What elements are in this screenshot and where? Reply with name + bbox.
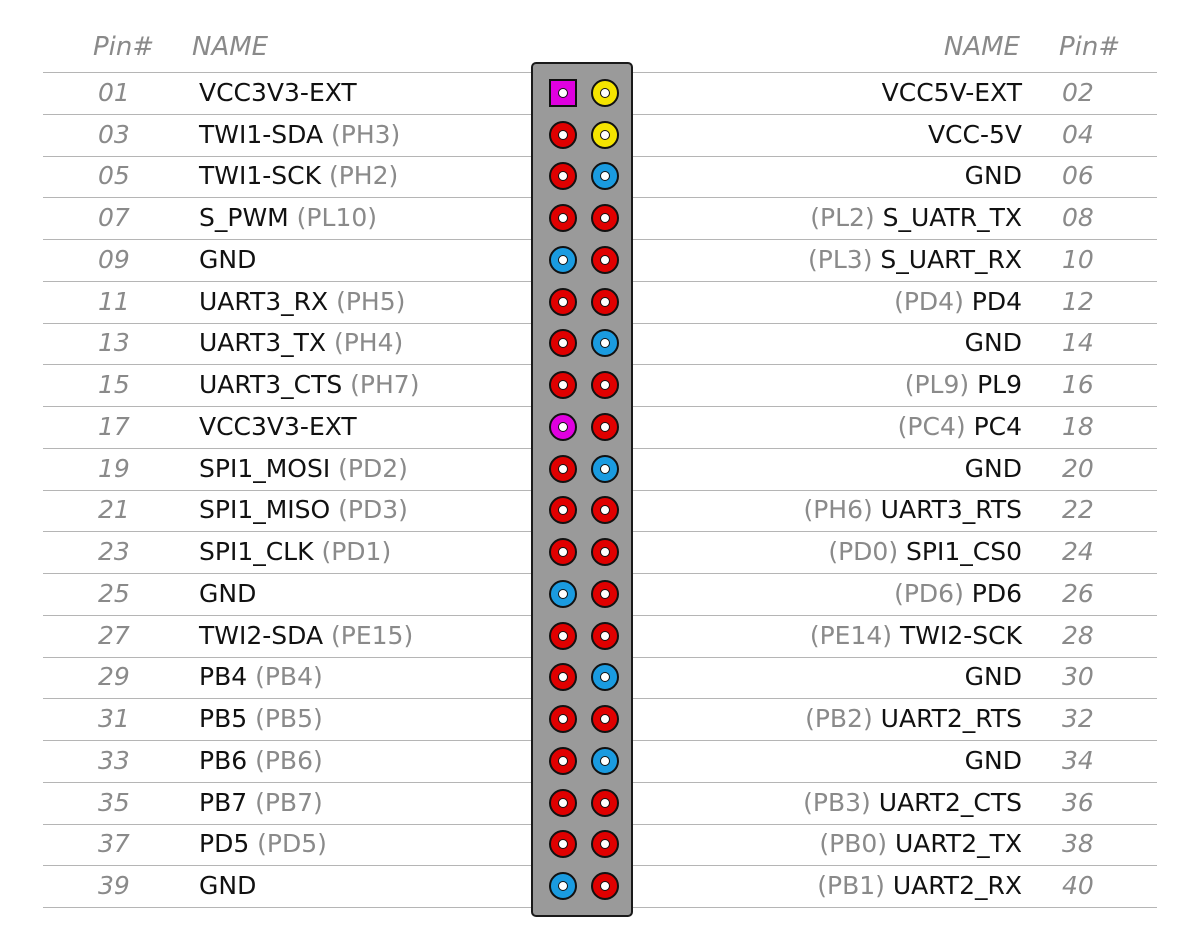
pin-label: PB5	[199, 704, 248, 734]
pin-number-left: 25	[98, 578, 130, 608]
pin-name-left	[199, 621, 413, 651]
pin-name-left	[199, 746, 323, 776]
pin-alt-function: (PL2)	[810, 203, 883, 233]
pin-alt-function: (PD6)	[894, 578, 972, 608]
pin-alt-function: (PL10)	[288, 203, 378, 233]
row-divider-left	[43, 907, 533, 908]
pin-alt-function: (PD3)	[330, 495, 408, 525]
pin-label: UART3_CTS	[199, 370, 343, 400]
row-divider-right	[632, 239, 1157, 240]
pin-label: TWI2-SCK	[899, 620, 1022, 650]
row-divider-right	[632, 615, 1157, 616]
pin-number-right: 08	[1062, 203, 1094, 233]
row-divider-left	[43, 448, 533, 449]
header-right-name: NAME	[943, 32, 1020, 62]
pin-alt-function: (PE15)	[323, 620, 414, 650]
pin-pad-left	[549, 580, 577, 608]
row-divider-right	[632, 197, 1157, 198]
pin-pad-left	[549, 204, 577, 232]
pin-number-right: 10	[1062, 244, 1094, 274]
pin-number-right: 24	[1062, 537, 1094, 567]
row-divider-right	[632, 448, 1157, 449]
row-divider-left	[43, 281, 533, 282]
pin-label: TWI1-SDA	[199, 119, 324, 149]
row-divider-right	[632, 72, 1157, 73]
pin-label: VCC3V3-EXT	[199, 411, 357, 441]
pin-label: UART2_RTS	[880, 704, 1022, 734]
header-right-pin: Pin#	[1059, 32, 1121, 62]
row-divider-left	[43, 740, 533, 741]
pin-name-right	[894, 287, 1022, 317]
pin-alt-function: (PH4)	[326, 328, 404, 358]
pin-label: UART3_RTS	[880, 495, 1022, 525]
pin-name-left	[199, 495, 408, 525]
pin-label: S_UATR_TX	[882, 203, 1022, 233]
pin-number-right: 32	[1062, 704, 1094, 734]
pin-number-right: 34	[1062, 745, 1094, 775]
pin-label: UART3_TX	[199, 328, 327, 358]
row-divider-right	[632, 281, 1157, 282]
pin-number-right: 16	[1062, 370, 1094, 400]
row-divider-left	[43, 114, 533, 115]
pin-label: UART3_RX	[199, 286, 329, 316]
pin-number-right: 30	[1062, 662, 1094, 692]
pin-number-left: 05	[98, 161, 130, 191]
pin-number-right: 36	[1062, 787, 1094, 817]
row-divider-left	[43, 573, 533, 574]
pin-name-right	[803, 788, 1022, 818]
pin-pad-right	[591, 705, 619, 733]
pin-number-right: 26	[1062, 578, 1094, 608]
pin-name-left	[199, 120, 400, 150]
pin-alt-function: (PB7)	[247, 787, 323, 817]
pin-alt-function: (PH2)	[321, 161, 399, 191]
row-divider-right	[632, 698, 1157, 699]
pin-label: UART2_RX	[892, 871, 1022, 901]
row-divider-right	[632, 573, 1157, 574]
pin-name-right	[928, 120, 1022, 150]
pin-name-left	[199, 704, 323, 734]
row-divider-left	[43, 531, 533, 532]
pin-1-square-pad	[549, 79, 577, 107]
pin-label: TWI2-SDA	[199, 620, 324, 650]
pin-pad-right	[591, 246, 619, 274]
pin-alt-function: (PB6)	[247, 745, 323, 775]
pin-number-left: 19	[98, 453, 130, 483]
pin-label: VCC3V3-EXT	[199, 77, 357, 107]
pin-pad-right	[591, 413, 619, 441]
row-divider-right	[632, 490, 1157, 491]
pin-label: PD6	[971, 578, 1022, 608]
pin-name-right	[805, 704, 1022, 734]
pin-name-left	[199, 871, 256, 901]
pin-label: SPI1_MOSI	[199, 453, 331, 483]
pin-pad-right	[591, 79, 619, 107]
pin-pad-right	[591, 580, 619, 608]
pin-alt-function: (PL9)	[904, 370, 978, 400]
pin-number-left: 27	[98, 620, 130, 650]
row-divider-left	[43, 364, 533, 365]
pin-label: PB6	[199, 745, 248, 775]
pin-label: SPI1_MISO	[199, 495, 331, 525]
pin-alt-function: (PB2)	[805, 704, 881, 734]
pin-pad-right	[591, 872, 619, 900]
pin-number-left: 35	[98, 787, 130, 817]
pin-name-left	[199, 287, 405, 317]
pin-label: GND	[964, 453, 1022, 483]
pin-alt-function: (PB5)	[247, 704, 323, 734]
pin-pad-left	[549, 872, 577, 900]
row-divider-right	[632, 657, 1157, 658]
pin-number-left: 07	[98, 203, 130, 233]
pin-pad-left	[549, 747, 577, 775]
pin-pad-right	[591, 455, 619, 483]
pin-number-right: 06	[1062, 161, 1094, 191]
row-divider-left	[43, 197, 533, 198]
pin-number-right: 20	[1062, 453, 1094, 483]
pin-name-left	[199, 203, 377, 233]
row-divider-left	[43, 156, 533, 157]
pin-label: GND	[964, 161, 1022, 191]
pin-name-right	[965, 328, 1022, 358]
pin-label: SPI1_CS0	[906, 537, 1022, 567]
pin-name-left	[199, 161, 398, 191]
pin-alt-function: (PD0)	[828, 537, 907, 567]
pin-alt-function: (PD1)	[313, 537, 392, 567]
pin-label: TWI1-SCK	[199, 161, 322, 191]
pin-alt-function: (PE14)	[809, 620, 900, 650]
pin-number-right: 14	[1062, 328, 1094, 358]
pin-label: SPI1_CLK	[199, 537, 314, 567]
pin-alt-function: (PH5)	[328, 286, 406, 316]
row-divider-right	[632, 907, 1157, 908]
pin-number-left: 17	[98, 411, 130, 441]
row-divider-right	[632, 531, 1157, 532]
pin-pad-right	[591, 622, 619, 650]
pin-number-left: 31	[98, 704, 130, 734]
pin-label: PB7	[199, 787, 248, 817]
pin-pad-right	[591, 204, 619, 232]
pin-name-left	[199, 78, 357, 108]
pin-number-left: 11	[98, 286, 130, 316]
pin-number-left: 39	[98, 871, 130, 901]
pin-pad-left	[549, 455, 577, 483]
pin-pad-left	[549, 789, 577, 817]
pin-pad-left	[549, 371, 577, 399]
pin-number-left: 29	[98, 662, 130, 692]
pin-label: UART2_CTS	[878, 787, 1022, 817]
pin-name-left	[199, 579, 256, 609]
pin-name-right	[965, 746, 1022, 776]
pin-alt-function: (PD4)	[894, 286, 972, 316]
pin-pad-left	[549, 622, 577, 650]
pin-name-left	[199, 328, 403, 358]
pin-pad-right	[591, 538, 619, 566]
pin-alt-function: (PC4)	[897, 411, 974, 441]
row-divider-right	[632, 740, 1157, 741]
pin-alt-function: (PH7)	[342, 370, 420, 400]
row-divider-left	[43, 239, 533, 240]
pin-name-right	[819, 829, 1022, 859]
pin-number-left: 15	[98, 370, 130, 400]
pin-pad-left	[549, 413, 577, 441]
pin-alt-function: (PD2)	[330, 453, 408, 483]
pin-label: GND	[199, 244, 257, 274]
row-divider-right	[632, 824, 1157, 825]
pin-number-left: 01	[98, 77, 130, 107]
pin-alt-function: (PB1)	[817, 871, 893, 901]
header-left-pin: Pin#	[93, 32, 155, 62]
pin-pad-left	[549, 705, 577, 733]
pin-label: GND	[199, 871, 257, 901]
pin-name-left	[199, 788, 323, 818]
row-divider-left	[43, 824, 533, 825]
pin-pad-left	[549, 288, 577, 316]
pin-alt-function: (PB4)	[247, 662, 323, 692]
pin-number-left: 21	[98, 495, 130, 525]
pin-pad-right	[591, 121, 619, 149]
row-divider-right	[632, 364, 1157, 365]
pin-pad-left	[549, 121, 577, 149]
pin-number-right: 40	[1062, 871, 1094, 901]
pin-label: GND	[964, 745, 1022, 775]
pin-name-right	[965, 454, 1022, 484]
pin-name-right	[828, 537, 1022, 567]
row-divider-left	[43, 72, 533, 73]
pin-label: PB4	[199, 662, 248, 692]
pin-name-right	[882, 78, 1022, 108]
pin-number-left: 33	[98, 745, 130, 775]
pin-alt-function: (PD5)	[249, 829, 327, 859]
pin-alt-function: (PH6)	[803, 495, 881, 525]
pin-name-left	[199, 662, 323, 692]
header-left-name: NAME	[192, 32, 269, 62]
pin-number-right: 38	[1062, 829, 1094, 859]
pin-label: PD4	[971, 286, 1022, 316]
pin-name-right	[898, 412, 1022, 442]
pin-number-right: 28	[1062, 620, 1094, 650]
pin-alt-function: (PH3)	[323, 119, 401, 149]
row-divider-right	[632, 865, 1157, 866]
row-divider-left	[43, 698, 533, 699]
pin-name-right	[965, 662, 1022, 692]
pin-label: UART2_TX	[894, 829, 1022, 859]
pin-label: S_PWM	[199, 203, 289, 233]
pin-alt-function: (PL3)	[808, 244, 881, 274]
pin-pad-left	[549, 538, 577, 566]
pin-name-right	[803, 495, 1022, 525]
pin-name-left	[199, 829, 327, 859]
pin-pad-right	[591, 789, 619, 817]
pin-number-left: 13	[98, 328, 130, 358]
pin-pad-right	[591, 747, 619, 775]
pin-header-board	[531, 62, 633, 917]
pin-name-right	[808, 245, 1022, 275]
pin-name-right	[905, 370, 1022, 400]
pin-name-left	[199, 412, 357, 442]
pin-name-left	[199, 245, 256, 275]
row-divider-left	[43, 490, 533, 491]
pin-label: GND	[199, 578, 257, 608]
pin-pad-right	[591, 371, 619, 399]
pin-label: GND	[964, 328, 1022, 358]
pin-name-right	[810, 203, 1022, 233]
pin-number-left: 09	[98, 244, 130, 274]
row-divider-left	[43, 406, 533, 407]
row-divider-right	[632, 406, 1157, 407]
pin-name-left	[199, 370, 419, 400]
pin-pad-left	[549, 246, 577, 274]
pin-label: PC4	[973, 411, 1022, 441]
pin-name-right	[894, 579, 1022, 609]
pin-number-right: 22	[1062, 495, 1094, 525]
row-divider-left	[43, 782, 533, 783]
row-divider-left	[43, 865, 533, 866]
row-divider-right	[632, 156, 1157, 157]
row-divider-left	[43, 657, 533, 658]
pin-number-right: 02	[1062, 77, 1094, 107]
pin-name-left	[199, 537, 391, 567]
row-divider-left	[43, 615, 533, 616]
pin-label: GND	[964, 662, 1022, 692]
row-divider-right	[632, 114, 1157, 115]
pin-number-right: 04	[1062, 119, 1094, 149]
pin-alt-function: (PB3)	[803, 787, 879, 817]
pin-number-right: 12	[1062, 286, 1094, 316]
pin-number-left: 23	[98, 537, 130, 567]
pin-label: PD5	[199, 829, 250, 859]
pin-name-left	[199, 454, 408, 484]
pin-pad-right	[591, 288, 619, 316]
row-divider-right	[632, 782, 1157, 783]
pin-label: S_UART_RX	[880, 244, 1022, 274]
pin-name-right	[810, 621, 1022, 651]
pin-name-right	[817, 871, 1022, 901]
pin-number-right: 18	[1062, 411, 1094, 441]
row-divider-right	[632, 323, 1157, 324]
row-divider-left	[43, 323, 533, 324]
pin-label: VCC-5V	[927, 119, 1022, 149]
pin-name-right	[965, 161, 1022, 191]
pin-label: PL9	[977, 370, 1022, 400]
pin-number-left: 03	[98, 119, 130, 149]
pin-alt-function: (PB0)	[819, 829, 895, 859]
pin-label: VCC5V-EXT	[881, 77, 1022, 107]
pin-number-left: 37	[98, 829, 130, 859]
